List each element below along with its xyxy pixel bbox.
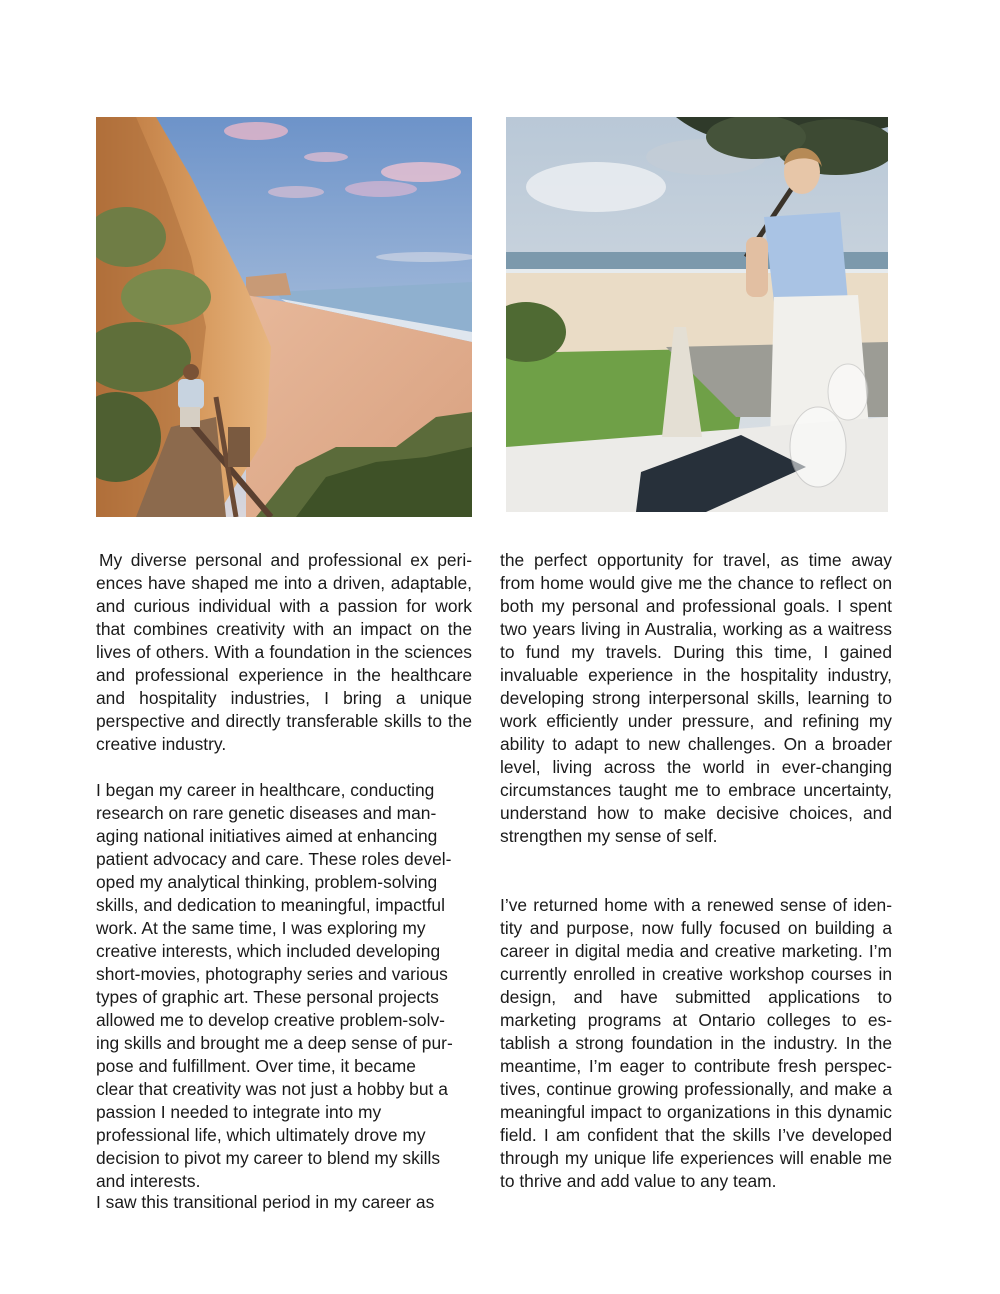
paragraph-healthcare-career: I began my career in healthcare, conducting research on rare genetic diseases and managing national initiatives aimed at enhancing patient advocacy and care. These roles developed my analytical thinking, problem-solving skills, and dedication to meaningful, impactful work. At the same time, I was exploring my creative interests, which included developing short-movies, photography series and various types of graphic art. These personal projects allowed me to develop creative problem-solving skills and brought me a deep sense of purpose and fulfillment. Over time, it became clear that creativity was not just a hobby but a passion I needed to integrate into my professional life, which ultimately drove my decision to pivot my career to blend my skills and interests. — [96, 780, 453, 1191]
beach-restaurant-waitress-photo — [506, 117, 888, 512]
paragraph-travel: the perfect opportunity for travel, as time away from home would give me the chance to reflect on both my personal and professional goals. I spent two years living in Australia, working as a waitress to fund my travels. During this time, I gained invaluable experience in the hospitality industry, developing strong interpersonal skills, learning to work efficiently under pressure, and refining my ability to adapt to new challenges. On a broader level, living across the world in ever-changing circumstances taught me to embrace uncertainty, understand how to make decisive choices, and strengthen my sense of self. — [500, 550, 892, 846]
paragraph-return-home: I’ve returned home with a renewed sense of identity and purpose, now fully focused on building a career in digital media and creative marketing. I’m currently enrolled in creative workshop courses in design, and have submitted applications to marketing programs at Ontario colleges to establish a strong foundation in the industry. In the meantime, I’m eager to contribute fresh perspectives, continue growing professionally, and make a meaningful impact to organizations in this dynamic field. I am confident that the skills I’ve developed through my unique life experiences will enable me to thrive and add value to any team. — [500, 895, 892, 1191]
photo-illustration — [96, 117, 472, 517]
photo-illustration — [506, 117, 888, 512]
paragraph-intro: My diverse personal and professional ex periences have shaped me into a driven, adaptable, and curious individual with a passion for work that combines creativity with an impact on the lives of others. With a foundation in the sciences and professional experience in the healthcare and hospitality industries, I bring a unique perspective and directly transferable skills to the creative industry. — [96, 550, 472, 754]
paragraph-transition: I saw this transitional period in my career as — [96, 1192, 435, 1212]
cliffside-beach-stairs-photo — [96, 117, 472, 517]
